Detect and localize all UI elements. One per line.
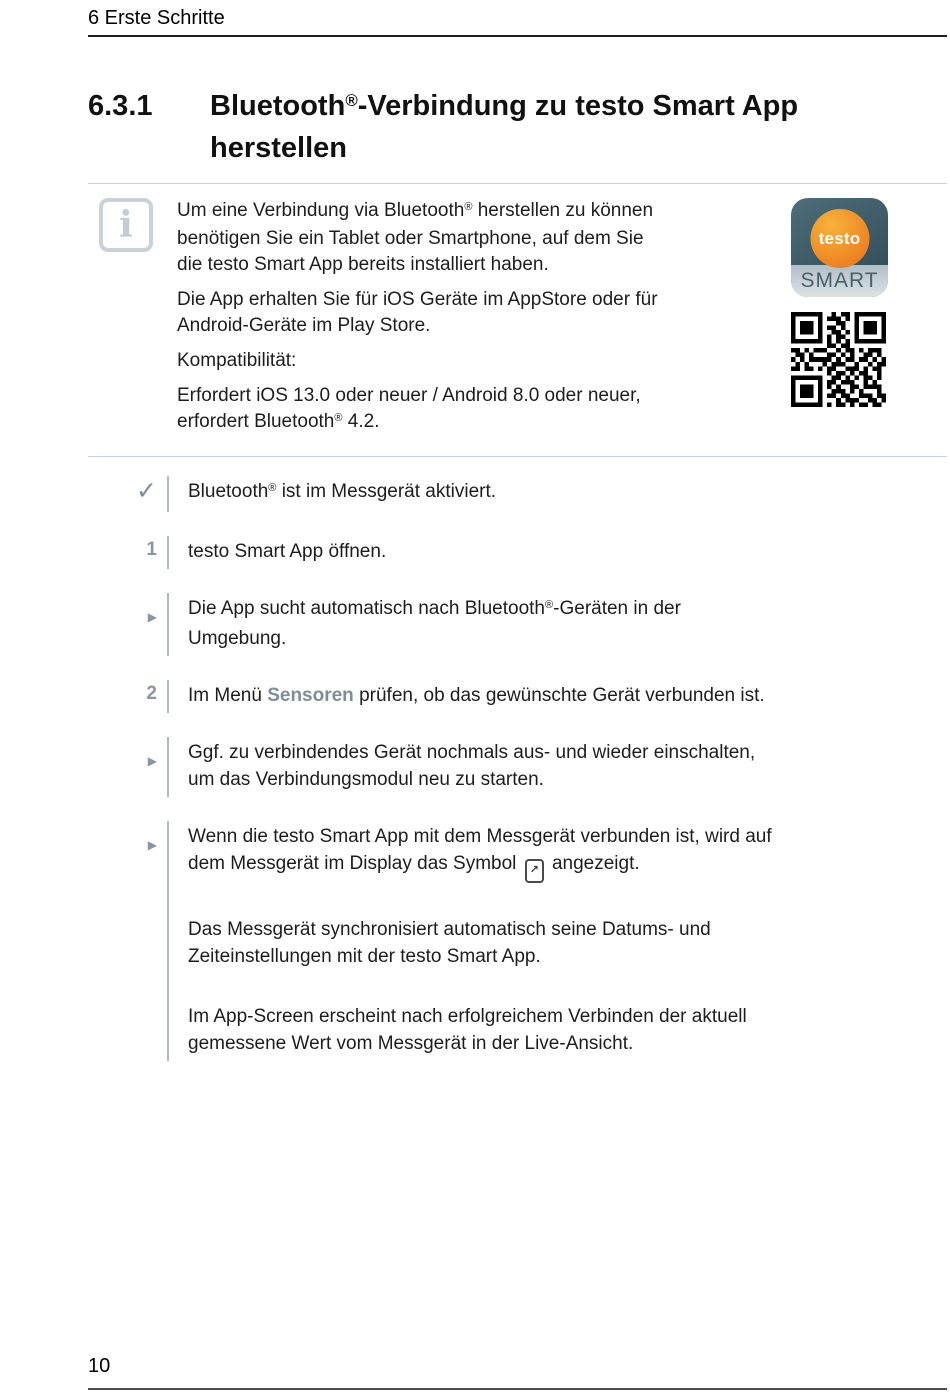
step-number: 2 xyxy=(146,683,157,704)
step-text: Die App sucht automatisch nach Bluetooth®-Geräten in der Umgebung. xyxy=(188,598,681,649)
result-arrow-icon: ▶ xyxy=(147,610,157,624)
step-text: Ggf. zu verbindendes Gerät nochmals aus- und wieder einschalten, um das Verbindungsmodul neu zu starten. xyxy=(188,742,756,790)
testo-smart-app-icon xyxy=(791,198,888,297)
step-body xyxy=(167,593,681,656)
step-text: Im App-Screen erscheint nach erfolgreichem Verbinden der aktuell gemessene Wert vom Messgerät in der Live-Ansicht. xyxy=(188,1005,747,1054)
list-item xyxy=(88,680,947,713)
step-text: Das Messgerät synchronisiert automatisch seine Datums- und Zeiteinstellungen mit der testo Smart App. xyxy=(188,918,711,967)
step-marker xyxy=(88,536,167,569)
steps-list xyxy=(88,476,947,1061)
header-rule xyxy=(88,35,947,37)
info-icon-column xyxy=(88,198,177,437)
step-body xyxy=(167,476,496,512)
step-marker xyxy=(88,680,167,713)
step-marker xyxy=(88,476,167,512)
step-body xyxy=(167,680,765,713)
step-text: Bluetooth® ist im Messgerät aktiviert. xyxy=(188,481,497,502)
step-text: testo Smart App öffnen. xyxy=(188,541,387,562)
result-arrow-icon: ▶ xyxy=(147,838,157,852)
testo-logo-circle xyxy=(810,209,869,268)
info-paragraph: Erfordert iOS 13.0 oder neuer / Android 8.0 oder neuer, erfordert Bluetooth® 4.2. xyxy=(177,385,641,432)
section-number: 6.3.1 xyxy=(88,90,153,122)
phone-connected-icon: ↗ xyxy=(525,859,544,883)
info-media-column xyxy=(791,198,888,437)
step-body xyxy=(167,737,755,797)
section-heading xyxy=(88,87,947,168)
step-body xyxy=(167,821,772,1061)
result-arrow-icon: ▶ xyxy=(147,754,157,768)
info-paragraph: Die App erhalten Sie für iOS Geräte im AppStore oder für Android-Geräte im Play Store. xyxy=(177,289,658,336)
section-title: Bluetooth®-Verbindung zu testo Smart App herstellen xyxy=(210,90,799,164)
step-number: 1 xyxy=(146,539,157,560)
testo-brand-label: testo xyxy=(818,228,861,248)
info-paragraph: Kompatibilität: xyxy=(177,350,297,371)
list-item xyxy=(88,593,947,656)
step-marker xyxy=(88,737,167,797)
step-marker xyxy=(88,821,167,1061)
qr-code xyxy=(791,312,886,407)
step-text: Im Menü Sensoren prüfen, ob das gewünschte Gerät verbunden ist. xyxy=(188,685,765,706)
info-paragraph: Um eine Verbindung via Bluetooth® herstellen zu können benötigen Sie ein Tablet oder Smartphone, auf dem Sie die testo Smart App bereits installiert haben. xyxy=(177,200,654,275)
info-icon: i xyxy=(99,198,153,252)
check-icon: ✓ xyxy=(136,477,157,505)
list-item xyxy=(88,821,947,1061)
step-body xyxy=(167,536,386,569)
smart-band xyxy=(791,265,888,297)
step-text: Wenn die testo Smart App mit dem Messgerät verbunden ist, wird auf dem Messgerät im Display das Symbol ↗ angezeigt. xyxy=(188,823,772,883)
smart-label: SMART xyxy=(800,269,879,292)
list-item xyxy=(88,737,947,797)
info-text xyxy=(177,198,758,437)
page-number: 10 xyxy=(88,1355,111,1377)
page-footer xyxy=(88,1355,947,1390)
info-box xyxy=(88,183,947,457)
list-item xyxy=(88,476,947,512)
step-marker xyxy=(88,593,167,656)
list-item xyxy=(88,536,947,569)
running-header: 6 Erste Schritte xyxy=(88,7,225,29)
menu-name: Sensoren xyxy=(267,685,354,706)
